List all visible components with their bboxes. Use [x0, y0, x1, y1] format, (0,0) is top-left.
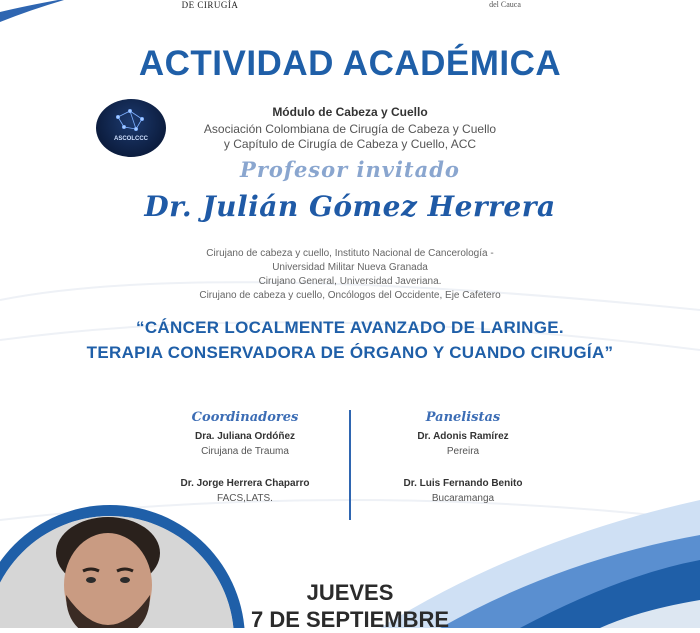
panelists-heading: Panelistas [425, 410, 501, 425]
topic-line-1: “CÁNCER LOCALMENTE AVANZADO DE LARINGE. [136, 318, 564, 337]
coordinator-1-name: Dra. Juliana Ordóñez [194, 431, 296, 442]
coordinator-1-role: Cirujana de Trauma [201, 446, 289, 457]
logo-left-text: DE CIRUGÍA [181, 0, 239, 10]
guest-label: Profesor invitado [240, 157, 460, 182]
column-divider [349, 410, 351, 520]
event-date: 7 DE SEPTIEMBRE [250, 607, 450, 632]
badge-label: ASCOLCCC [114, 136, 148, 142]
panelist-1-name: Dr. Adonis Ramírez [417, 431, 509, 442]
credential-line-4: Cirujano de cabeza y cuello, Oncólogos del Occidente, Eje Cafetero [199, 290, 501, 301]
credential-line-2: Universidad Militar Nueva Granada [272, 262, 428, 273]
coordinator-2-name: Dr. Jorge Herrera Chaparro [180, 478, 310, 489]
panelist-1-city: Pereira [446, 446, 480, 457]
credential-line-1: Cirujano de cabeza y cuello, Instituto Nacional de Cancerología - [206, 248, 494, 259]
top-left-swoosh [0, 0, 64, 22]
guest-name: Dr. Julián Gómez Herrera [144, 190, 556, 223]
logo-right-text: del Cauca [489, 0, 521, 9]
coordinator-2-role: FACS,LATS. [217, 493, 273, 504]
panelist-2-city: Bucaramanga [431, 493, 495, 504]
coordinators-heading: Coordinadores [191, 410, 299, 425]
topic-line-2: TERAPIA CONSERVADORA DE ÓRGANO Y CUANDO CIRUGÍA” [86, 343, 614, 362]
association-line-2: y Capítulo de Cirugía de Cabeza y Cuello, ACC [223, 137, 477, 151]
panelist-2-name: Dr. Luis Fernando Benito [403, 478, 523, 489]
association-line-1: Asociación Colombiana de Cirugía de Cabeza y Cuello [203, 122, 497, 136]
event-day: JUEVES [306, 580, 394, 605]
credential-line-3: Cirujano General, Universidad Javeriana. [258, 276, 442, 287]
page-title: ACTIVIDAD ACADÉMICA [138, 44, 562, 83]
module-title: Módulo de Cabeza y Cuello [272, 105, 428, 119]
